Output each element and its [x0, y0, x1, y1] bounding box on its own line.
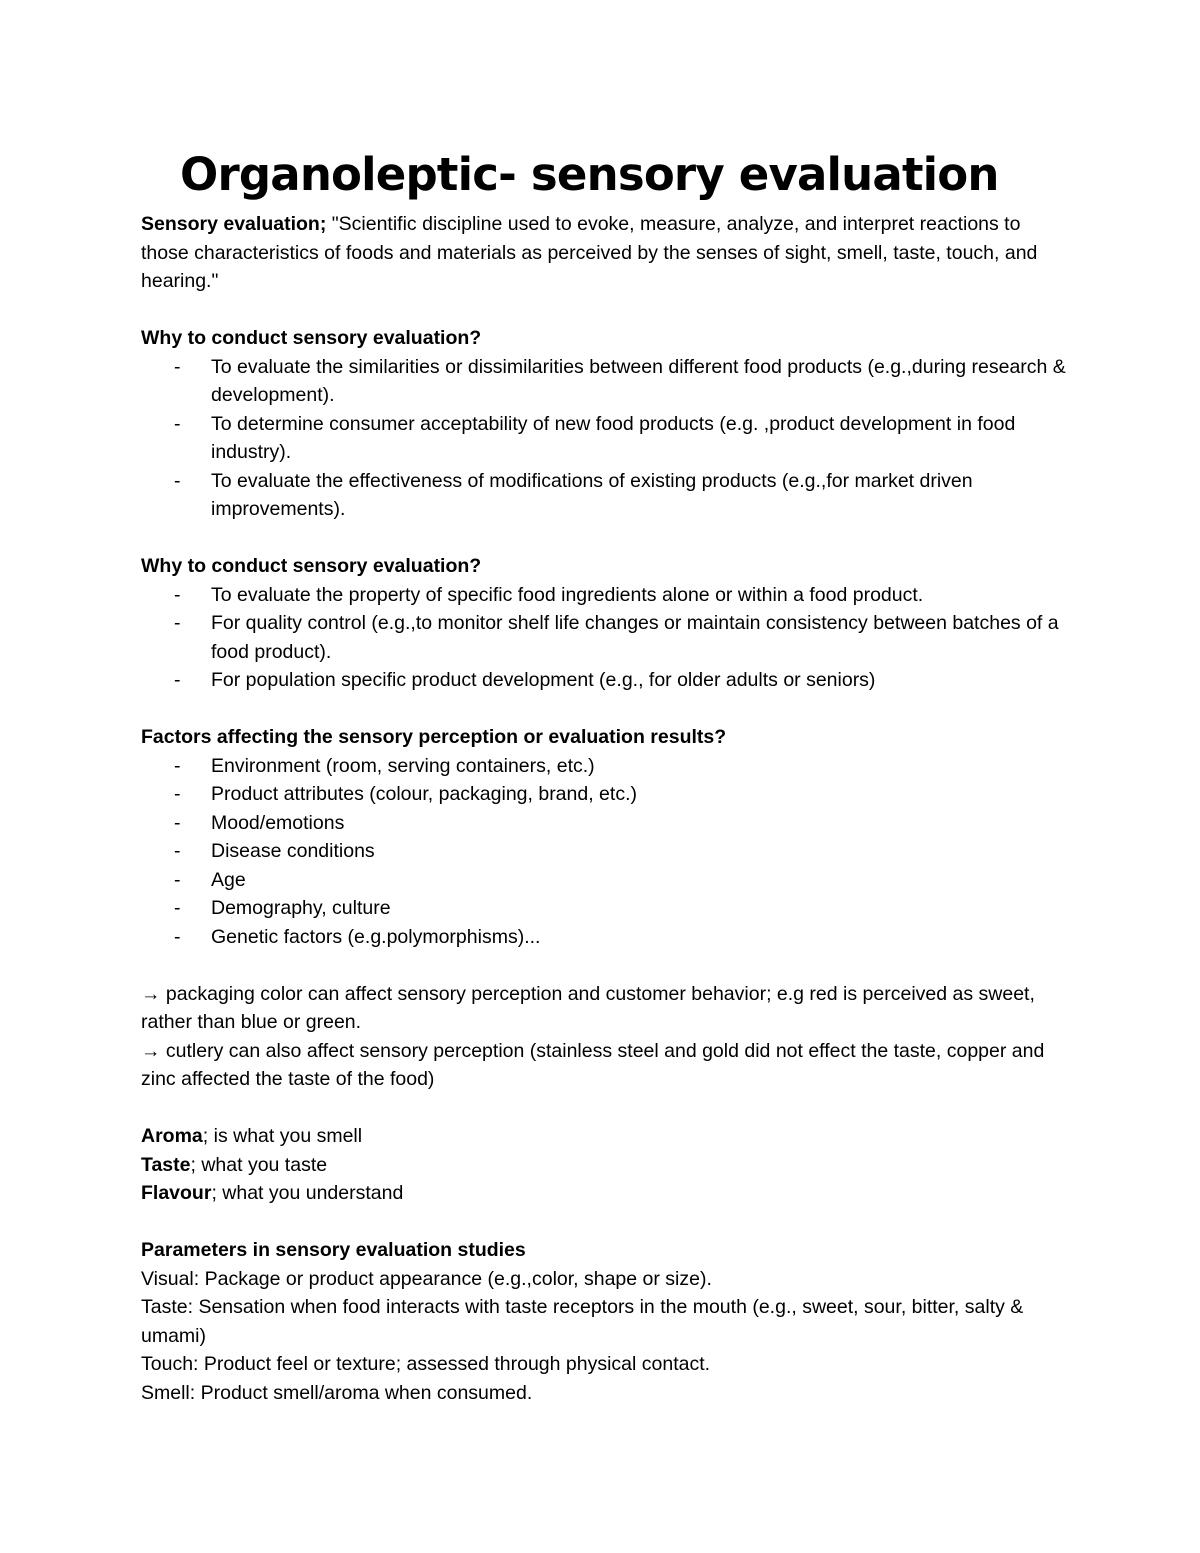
page-title: Organoleptic- sensory evaluation: [180, 148, 999, 201]
why-list-1: [141, 353, 1071, 524]
note-cutlery: → cutlery can also affect sensory perception (stainless steel and gold did not effect the taste, copper and zinc affected the taste of the food): [141, 1039, 1045, 1090]
spacer: [141, 1094, 1071, 1123]
note-packaging: → packaging color can affect sensory perception and customer behavior; e.g red is perceived as sweet, rather than blue or green.: [141, 982, 1035, 1033]
list-item: - To determine consumer acceptability of new food products (e.g. ,product development in food industry).: [141, 410, 1071, 467]
list-item: - Environment (room, serving containers, etc.): [141, 752, 1071, 781]
factors-heading: Factors affecting the sensory perception or evaluation results?: [141, 726, 727, 748]
spacer: [141, 524, 1071, 553]
term-label: Aroma: [141, 1125, 203, 1147]
list-item: - For population specific product development (e.g., for older adults or seniors): [141, 666, 1071, 695]
list-item: - To evaluate the similarities or dissimilarities between different food products (e.g.,during research & development).: [141, 353, 1071, 410]
list-item: - Genetic factors (e.g.polymorphisms)...: [141, 923, 1071, 952]
list-item: - Product attributes (colour, packaging, brand, etc.): [141, 780, 1071, 809]
term-label: Flavour: [141, 1182, 212, 1204]
parameter-smell: Smell: Product smell/aroma when consumed.: [141, 1381, 533, 1404]
term-text: ; is what you smell: [202, 1125, 363, 1147]
why-heading-1: Why to conduct sensory evaluation?: [141, 327, 482, 349]
list-item: - To evaluate the effectiveness of modifications of existing products (e.g.,for market driven improvements).: [141, 467, 1071, 524]
why-list-2: [141, 581, 1071, 695]
definition-text: "Scientific discipline used to evoke, measure, analyze, and interpret reactions to those characteristics of foods and materials as perceived by the senses of sight, smell, taste, touch, and hearing.": [141, 213, 1038, 292]
term-text: ; what you taste: [190, 1153, 328, 1176]
list-item: - Age: [141, 866, 1071, 895]
definition-label: Sensory evaluation;: [141, 213, 327, 235]
term-aroma: [141, 1122, 1071, 1151]
spacer: [141, 296, 1071, 325]
parameters-heading: Parameters in sensory evaluation studies: [141, 1239, 526, 1261]
parameter-visual: Visual: Package or product appearance (e.g.,color, shape or size).: [141, 1267, 712, 1290]
why-heading-2: Why to conduct sensory evaluation?: [141, 555, 482, 577]
spacer: [141, 1208, 1071, 1237]
parameter-taste: Taste: Sensation when food interacts with taste receptors in the mouth (e.g., sweet, sour, bitter, salty & umami): [141, 1296, 1024, 1347]
parameter-touch: Touch: Product feel or texture; assessed through physical contact.: [141, 1353, 711, 1375]
spacer: [141, 695, 1071, 724]
term-flavour: [141, 1179, 1071, 1208]
document-body: [141, 210, 1071, 1407]
term-text: ; what you understand: [211, 1182, 404, 1204]
list-item: - Disease conditions: [141, 837, 1071, 866]
spacer: [141, 951, 1071, 980]
term-label: Taste: [141, 1153, 191, 1176]
definition-paragraph: [141, 210, 1071, 296]
list-item: - For quality control (e.g.,to monitor shelf life changes or maintain consistency between batches of a food product).: [141, 609, 1071, 666]
list-item: - Mood/emotions: [141, 809, 1071, 838]
list-item: - To evaluate the property of specific food ingredients alone or within a food product.: [141, 581, 1071, 610]
factors-list: [141, 752, 1071, 952]
term-taste: [141, 1151, 1071, 1180]
list-item: - Demography, culture: [141, 894, 1071, 923]
